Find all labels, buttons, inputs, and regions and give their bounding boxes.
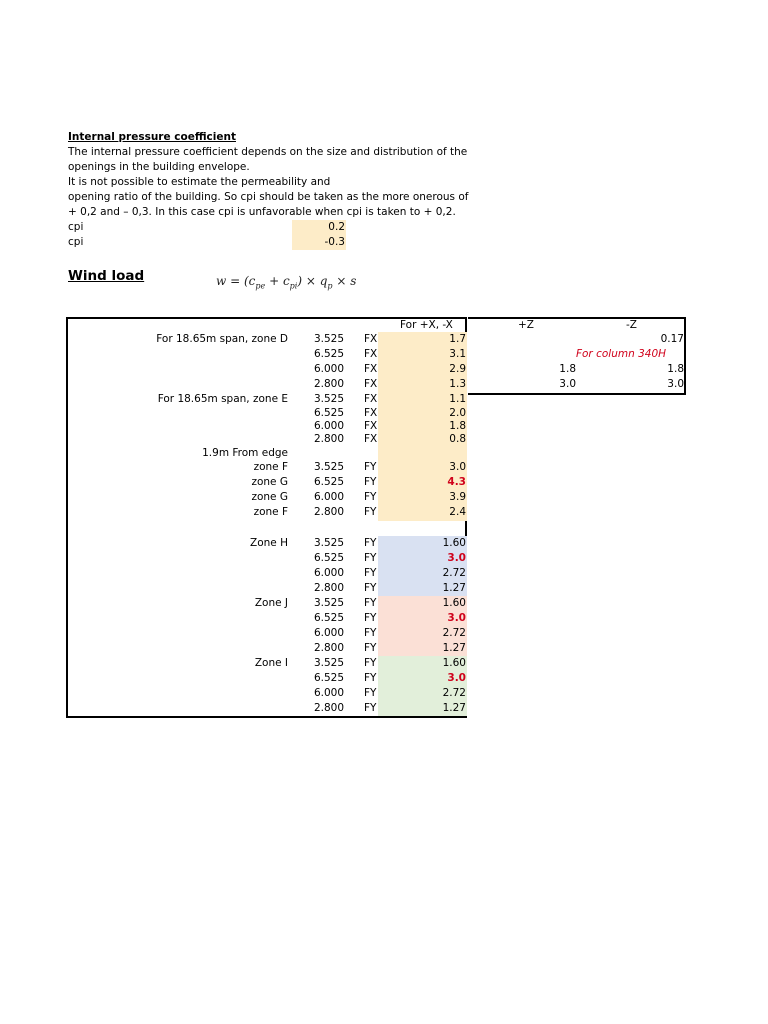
- row-value: 2.72: [378, 566, 467, 581]
- table-row: [0, 596, 768, 611]
- row-direction: FX: [364, 378, 378, 390]
- row-dimension: 6.525: [313, 407, 344, 419]
- intro-line: It is not possible to estimate the permeability and: [68, 176, 331, 188]
- row-direction: FY: [364, 687, 377, 699]
- z-value: 3.0: [559, 378, 576, 390]
- row-value: 1.60: [378, 596, 467, 611]
- row-direction: FY: [364, 491, 377, 503]
- row-direction: FY: [364, 537, 377, 549]
- table-row: [0, 671, 768, 686]
- row-dimension: 2.800: [313, 582, 344, 594]
- table-row: [0, 686, 768, 701]
- row-direction: FY: [364, 506, 377, 518]
- table-row: [0, 347, 768, 362]
- formula-c: c: [282, 274, 290, 288]
- row-label: zone F: [253, 461, 288, 473]
- table-row: [0, 626, 768, 641]
- row-direction: FY: [364, 612, 377, 624]
- row-value: 1.60: [378, 536, 467, 551]
- row-direction: FX: [364, 407, 378, 419]
- z-value: 1.8: [667, 363, 684, 375]
- row-value: 1.60: [378, 656, 467, 671]
- row-value: 0.8: [378, 432, 467, 447]
- row-dimension: 6.525: [313, 672, 344, 684]
- row-value: 3.0: [378, 671, 467, 686]
- row-value: 3.0: [378, 551, 467, 566]
- formula-sub: pi: [289, 281, 298, 291]
- row-dimension: 2.800: [313, 642, 344, 654]
- row-dimension: 6.525: [313, 476, 344, 488]
- row-dimension: 3.525: [313, 657, 344, 669]
- row-value: 3.1: [378, 347, 467, 362]
- cpi-label: cpi: [68, 236, 84, 248]
- row-dimension: 6.000: [313, 687, 344, 699]
- row-direction: FX: [364, 333, 378, 345]
- row-label: Zone I: [254, 657, 288, 669]
- row-dimension: 6.525: [313, 612, 344, 624]
- row-value: 1.27: [378, 641, 467, 656]
- formula-sub: p: [327, 281, 333, 291]
- row-value: 2.0: [378, 406, 467, 421]
- wind-formula: [216, 274, 356, 290]
- row-value: 1.27: [378, 701, 467, 716]
- row-direction: FY: [364, 597, 377, 609]
- row-value: 4.3: [378, 475, 467, 490]
- header-minus-z: -Z: [626, 319, 637, 331]
- row-direction: FY: [364, 476, 377, 488]
- row-dimension: 3.525: [313, 461, 344, 473]
- cpi-row: [68, 220, 468, 235]
- row-value: [378, 446, 467, 461]
- row-dimension: 6.000: [313, 491, 344, 503]
- row-value: 2.9: [378, 362, 467, 377]
- row-direction: FY: [364, 582, 377, 594]
- row-value: 1.27: [378, 581, 467, 596]
- cpi-row: [68, 235, 468, 250]
- formula-w: w: [216, 274, 227, 288]
- row-label: For 18.65m span, zone E: [157, 393, 288, 405]
- row-value: 2.72: [378, 686, 467, 701]
- formula-part: +: [265, 274, 283, 288]
- row-value: 3.9: [378, 490, 467, 505]
- row-label: zone G: [251, 476, 288, 488]
- header-x: For +X, -X: [400, 319, 453, 331]
- formula-c: c: [248, 274, 256, 288]
- row-dimension: 3.525: [313, 597, 344, 609]
- row-value: 1.1: [378, 392, 467, 407]
- table-row: [0, 566, 768, 581]
- row-direction: FY: [364, 627, 377, 639]
- table-row: [0, 446, 768, 461]
- row-value: 1.3: [378, 377, 467, 392]
- row-direction: FX: [364, 420, 378, 432]
- row-label: Zone J: [254, 597, 288, 609]
- row-dimension: 6.525: [313, 552, 344, 564]
- table-row: [0, 460, 768, 475]
- row-direction: FY: [364, 642, 377, 654]
- table-row: [0, 362, 768, 377]
- row-direction: FY: [364, 702, 377, 714]
- row-dimension: 6.000: [313, 627, 344, 639]
- formula-part: = (: [226, 274, 249, 288]
- table-row: [0, 332, 768, 347]
- header-plus-z: +Z: [518, 319, 534, 331]
- column-note: For column 340H: [575, 348, 667, 360]
- row-direction: FX: [364, 363, 378, 375]
- row-dimension: 3.525: [313, 393, 344, 405]
- cpi-value: -0.3: [292, 235, 346, 250]
- table-row: [0, 392, 768, 407]
- intro-section: [68, 130, 468, 250]
- row-dimension: 6.000: [313, 420, 344, 432]
- row-value: 2.4: [378, 505, 467, 521]
- intro-line: + 0,2 and – 0,3. In this case cpi is unfavorable when cpi is taken to + 0,2.: [68, 206, 456, 218]
- row-value: 3.0: [378, 460, 467, 475]
- row-label: For 18.65m span, zone D: [156, 333, 288, 345]
- intro-line: opening ratio of the building. So cpi should be taken as the more onerous of: [68, 191, 469, 203]
- row-direction: FY: [364, 552, 377, 564]
- table-row: [0, 641, 768, 656]
- row-label: 1.9m From edge: [202, 447, 288, 459]
- table-row: [0, 551, 768, 566]
- table-row: [0, 581, 768, 596]
- formula-part: ) ×: [297, 274, 320, 288]
- row-direction: FY: [364, 672, 377, 684]
- table-row: [0, 656, 768, 671]
- row-value: 1.8: [378, 419, 467, 434]
- row-direction: FX: [364, 433, 378, 445]
- row-dimension: 2.800: [313, 433, 344, 445]
- row-dimension: 2.800: [313, 378, 344, 390]
- table-row: [0, 490, 768, 505]
- row-dimension: 2.800: [313, 702, 344, 714]
- row-direction: FX: [364, 393, 378, 405]
- table-row: [0, 611, 768, 626]
- row-dimension: 2.800: [313, 506, 344, 518]
- row-label: zone G: [251, 491, 288, 503]
- row-direction: FY: [364, 461, 377, 473]
- formula-sub: pe: [255, 281, 266, 291]
- table-row: [0, 377, 768, 392]
- z-value: 3.0: [667, 378, 684, 390]
- row-value: 1.7: [378, 332, 467, 347]
- intro-line: The internal pressure coefficient depends on the size and distribution of the: [68, 146, 468, 158]
- table-row: [0, 701, 768, 716]
- z-value: 0.17: [660, 333, 684, 345]
- row-dimension: 3.525: [313, 333, 344, 345]
- cpi-value: 0.2: [292, 220, 346, 235]
- table-row: [0, 475, 768, 490]
- wind-load-title: Wind load: [68, 268, 145, 284]
- row-value: 3.0: [378, 611, 467, 626]
- row-direction: FY: [364, 657, 377, 669]
- row-direction: FY: [364, 567, 377, 579]
- table-row: [0, 505, 768, 520]
- row-value: 2.72: [378, 626, 467, 641]
- z-value: 1.8: [559, 363, 576, 375]
- section-heading: Internal pressure coefficient: [68, 131, 236, 143]
- formula-part: × s: [332, 274, 357, 288]
- row-dimension: 3.525: [313, 537, 344, 549]
- cpi-label: cpi: [68, 221, 84, 233]
- formula-q: q: [319, 274, 328, 288]
- table-row: [0, 536, 768, 551]
- table-row: [0, 432, 768, 447]
- row-label: Zone H: [250, 537, 288, 549]
- row-label: zone F: [253, 506, 288, 518]
- row-direction: FX: [364, 348, 378, 360]
- row-dimension: 6.525: [313, 348, 344, 360]
- row-dimension: 6.000: [313, 567, 344, 579]
- row-dimension: 6.000: [313, 363, 344, 375]
- intro-line: openings in the building envelope.: [68, 161, 250, 173]
